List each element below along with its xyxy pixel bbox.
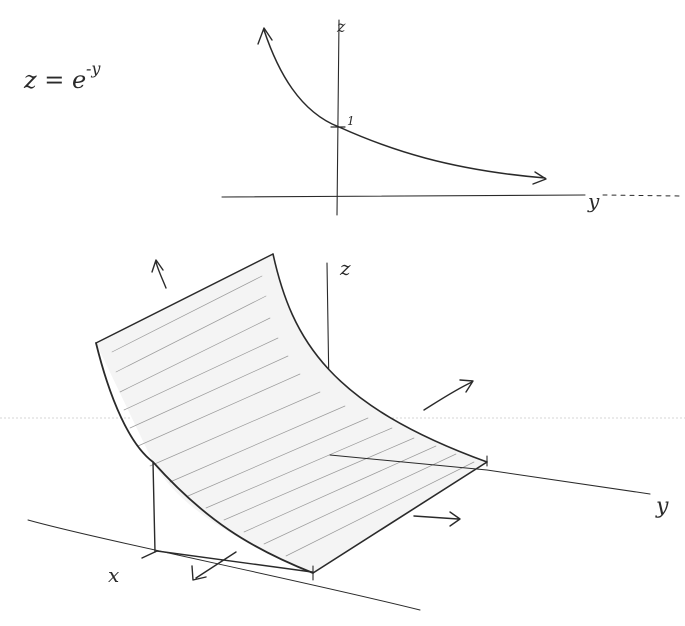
graph2d-y-axis [222,195,585,197]
curve-arrowhead-left [258,28,272,44]
surface3d-x-label: x [108,563,120,587]
graph2d-z-axis [337,20,339,215]
graph2d-intercept-label: 1 [347,114,355,128]
equation [23,59,101,94]
arrow-right-lower [414,512,460,526]
exponential-curve [264,30,545,178]
surface-front-vertical [153,462,155,552]
arrow-up-left [152,260,166,288]
surface3d-z-label: z [340,256,351,280]
surface-3d [28,254,669,610]
arrow-right-upper [424,380,473,410]
surface3d-y-label: y [656,494,669,519]
graph2d-y-label: y [588,189,600,213]
graph2d-y-axis-dashed-extension [603,195,680,196]
equation-exponent: -y [86,59,101,78]
equation-base: z = e [24,66,87,94]
graph2d-z-label: z [337,17,346,36]
graph-2d [222,17,680,215]
